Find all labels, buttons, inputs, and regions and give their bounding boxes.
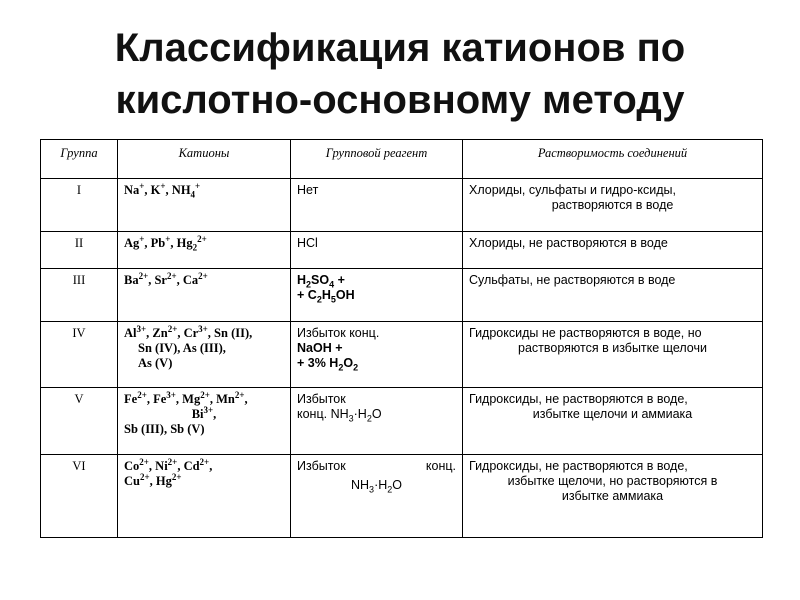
- header-cations: Катионы: [118, 140, 291, 179]
- cations-cell: $Fe^{2+}$, $Fe^{3+}$, $Mg^{2+}$, $Mn^{2+}$, $Bi^{3+}$, Sb (III), Sb (V): [118, 388, 291, 455]
- table-row: [41, 232, 763, 269]
- reagent-cell: Нет: [291, 179, 463, 232]
- group-cell: III: [41, 269, 118, 322]
- header-reagent: Групповой реагент: [291, 140, 463, 179]
- reagent-cell: Избыток конц. $NH_3\cdot H_2O$: [291, 388, 463, 455]
- table-row: [41, 322, 763, 388]
- group-cell: IV: [41, 322, 118, 388]
- reagent-cell: Избыток конц. NaOH + + 3% $H_2O_2$: [291, 322, 463, 388]
- solubility-cell: Гидроксиды не растворяются в воде, но растворяются в избытке щелочи: [463, 322, 763, 388]
- cations-cell: $Co^{2+}$, $Ni^{2+}$, $Cd^{2+}$, $Cu^{2+}$, $Hg^{2+}$: [118, 455, 291, 538]
- group-cell: I: [41, 179, 118, 232]
- cation-classification-table: [40, 139, 763, 538]
- table-row: [41, 269, 763, 322]
- cations-cell: Ag+, Pb+, $Hg_2^{2+}$: [118, 232, 291, 269]
- slide-title-line-1: Классификация катионов по: [114, 26, 686, 70]
- table-row: [41, 388, 763, 455]
- cations-cell: $Ba^{2+}$, $Sr^{2+}$, $Ca^{2+}$: [118, 269, 291, 322]
- reagent-cell: $H_2SO_4$ + + $C_2H_5OH$: [291, 269, 463, 322]
- solubility-cell: Сульфаты, не растворяются в воде: [463, 269, 763, 322]
- slide-title: [0, 22, 800, 126]
- solubility-cell: Гидроксиды, не растворяются в воде, избытке щелочи, но растворяются в избытке аммиака: [463, 455, 763, 538]
- group-cell: II: [41, 232, 118, 269]
- solubility-cell: Хлориды, сульфаты и гидро-ксиды, растворяются в воде: [463, 179, 763, 232]
- cations-cell: $Al^{3+}$, $Zn^{2+}$, $Cr^{3+}$, Sn (II), Sn (IV), As (III), As (V): [118, 322, 291, 388]
- header-group: Группа: [41, 140, 118, 179]
- table-row: [41, 179, 763, 232]
- group-cell: V: [41, 388, 118, 455]
- slide-title-line-2: кислотно-основному методу: [115, 78, 685, 122]
- group-cell: VI: [41, 455, 118, 538]
- table-row: [41, 455, 763, 538]
- reagent-cell: HCl: [291, 232, 463, 269]
- solubility-cell: Хлориды, не растворяются в воде: [463, 232, 763, 269]
- solubility-cell: Гидроксиды, не растворяются в воде, избытке щелочи и аммиака: [463, 388, 763, 455]
- cations-cell: Na+, K+, $NH_4^+$: [118, 179, 291, 232]
- table-header-row: [41, 140, 763, 179]
- header-solubility: Растворимость соединений: [463, 140, 763, 179]
- reagent-cell: Избыток конц. $NH_3\cdot H_2O$: [291, 455, 463, 538]
